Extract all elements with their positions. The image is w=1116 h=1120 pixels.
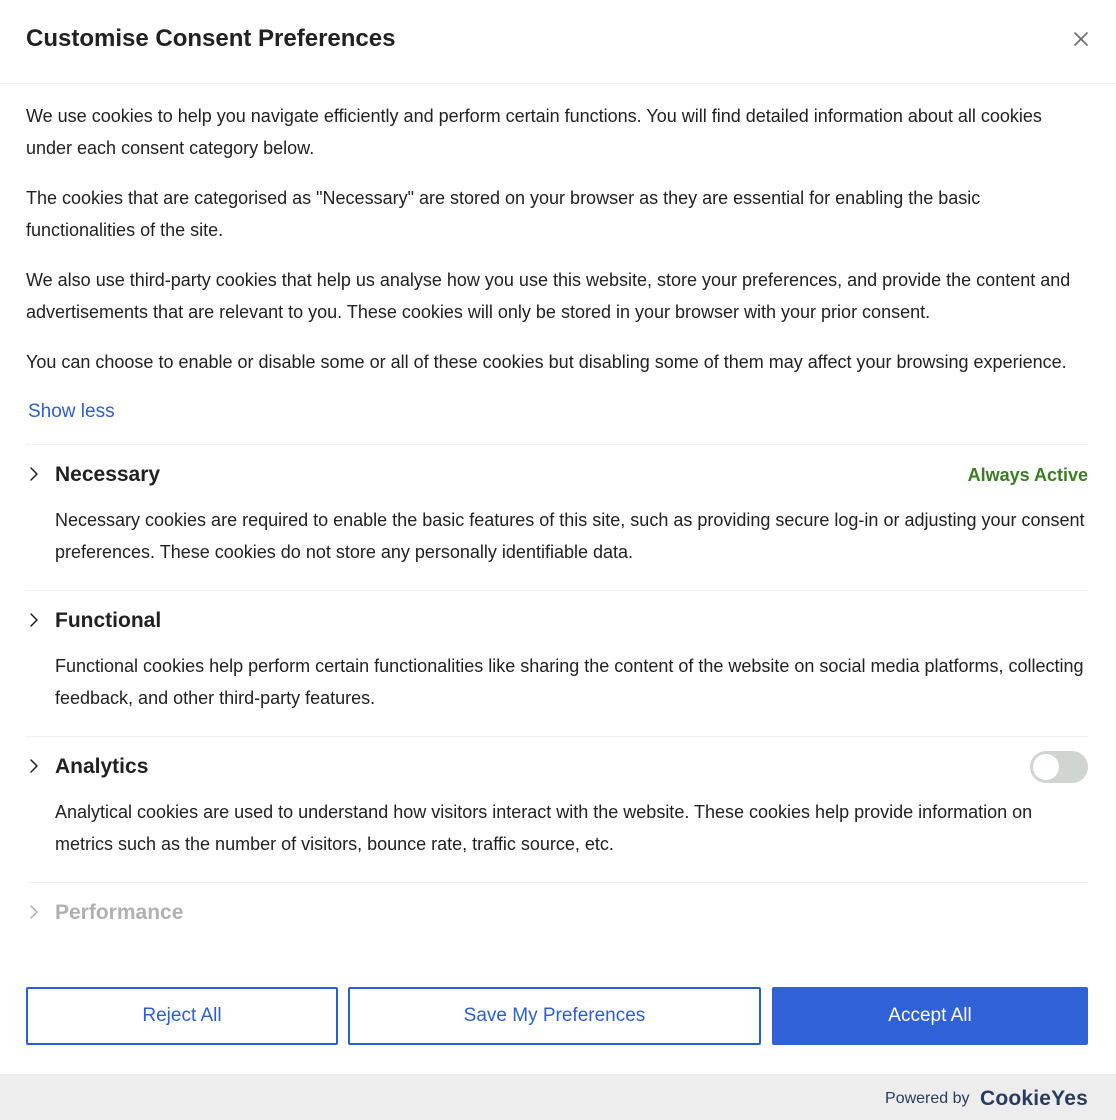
- powered-by-label: Powered by: [885, 1090, 970, 1107]
- accept-all-button[interactable]: Accept All: [772, 987, 1088, 1045]
- save-preferences-button[interactable]: Save My Preferences: [348, 987, 761, 1045]
- chevron-right-icon[interactable]: [28, 466, 40, 482]
- category-title: Functional: [55, 609, 162, 632]
- category-title: Analytics: [55, 755, 149, 778]
- intro-paragraph: We also use third-party cookies that help us analyse how you use this website, store your preferences, and provide the content and advertisements that are relevant to you. These cookies will only be stored in your browser with your prior consent.: [26, 270, 1071, 322]
- intro-text: [26, 100, 1088, 378]
- powered-by-link[interactable]: [885, 1087, 1088, 1111]
- category-functional: [26, 591, 1088, 737]
- category-necessary: [26, 445, 1088, 591]
- modal-header: [0, 0, 1116, 84]
- close-button[interactable]: [1072, 30, 1090, 48]
- category-header[interactable]: [26, 459, 1088, 491]
- category-title: Performance: [55, 901, 184, 924]
- category-description: Functional cookies help perform certain functionalities like sharing the content of the website on social media platforms, collecting feedback, and other third-party features.: [55, 656, 1084, 708]
- chevron-right-icon[interactable]: [28, 612, 40, 628]
- close-icon: [1072, 30, 1090, 48]
- modal-title: Customise Consent Preferences: [26, 25, 396, 52]
- category-analytics: [26, 737, 1088, 883]
- cookieyes-logo: CookieYes: [979, 1087, 1088, 1110]
- category-description: Necessary cookies are required to enable the basic features of this site, such as providing secure log-in or adjusting your consent preferences. These cookies do not store any personally identifiable data.: [55, 510, 1085, 562]
- chevron-right-icon[interactable]: [28, 758, 40, 774]
- category-header[interactable]: [26, 605, 1088, 637]
- modal-body: [26, 100, 1088, 960]
- powered-by-bar: [0, 1074, 1116, 1120]
- intro-paragraph: You can choose to enable or disable some or all of these cookies but disabling some of them may affect your browsing experience.: [26, 352, 1067, 372]
- category-header[interactable]: [26, 751, 1088, 783]
- category-description: Analytical cookies are used to understand how visitors interact with the website. These cookies help provide information on metrics such as the number of visitors, bounce rate, traffic source, etc.: [55, 802, 1033, 854]
- scroll-fade: [0, 925, 1116, 970]
- always-active-label: Always Active: [967, 465, 1088, 485]
- reject-all-button[interactable]: Reject All: [26, 987, 338, 1045]
- analytics-toggle[interactable]: [1030, 751, 1088, 783]
- intro-paragraph: We use cookies to help you navigate efficiently and perform certain functions. You will find detailed information about all cookies under each consent category below.: [26, 106, 1042, 158]
- action-buttons: [26, 987, 1088, 1045]
- category-list: [26, 444, 1088, 952]
- chevron-right-icon[interactable]: [28, 904, 40, 920]
- intro-paragraph: The cookies that are categorised as "Necessary" are stored on your browser as they are essential for enabling the basic functionalities of the site.: [26, 188, 981, 240]
- toggle-knob: [1033, 754, 1059, 780]
- show-less-link[interactable]: Show less: [28, 401, 115, 422]
- category-title: Necessary: [55, 463, 161, 486]
